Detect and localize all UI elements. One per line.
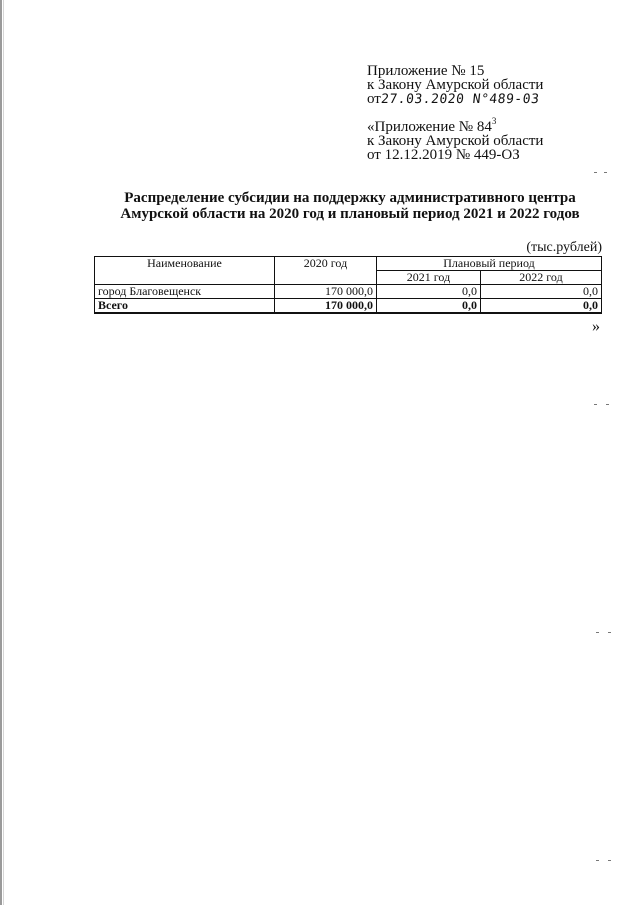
closing-quote: » [592,318,600,335]
annex-date-line [367,92,543,107]
table-total-row [95,299,602,314]
annex-prior-law-ref: к Закону Амурской области [367,133,544,149]
annex-number: Приложение № 15 [367,63,485,79]
annex-prior-number [367,116,543,135]
header-2021: 2021 год [377,271,481,285]
annex-prior-superscript: 3 [491,116,497,126]
subsidy-table [94,256,602,314]
scan-mark [604,172,607,173]
annex-date-prefix: от [367,91,381,107]
document-title [60,190,640,222]
scan-mark [594,172,597,173]
header-2020: 2020 год [275,257,377,285]
annex-header [367,64,543,107]
total-2021: 0,0 [377,299,481,314]
total-2022: 0,0 [481,299,602,314]
total-name: Всего [95,299,275,314]
header-plan-period: Плановый период [377,257,602,271]
row-name: город Благовещенск [95,285,275,299]
scan-mark [596,860,599,861]
page-edge-shadow [3,0,4,905]
annex-prior-number-text: «Приложение № 84 [367,119,492,135]
table-row [95,285,602,299]
row-2020: 170 000,0 [275,285,377,299]
scan-mark [594,404,597,405]
units-label: (тыс.рублей) [526,240,602,255]
row-2021: 0,0 [377,285,481,299]
scan-mark [596,632,599,633]
scan-mark [606,404,609,405]
annex-prior-header [367,116,544,163]
annex-date-handwritten: 27.03.2020 N°489-03 [380,92,540,107]
header-2022: 2022 год [481,271,602,285]
table-header-row [95,257,602,271]
scan-mark [608,860,611,861]
annex-prior-date: от 12.12.2019 № 449-ОЗ [367,147,520,163]
title-line-2: Амурской области на 2020 год и плановый период 2021 и 2022 годов [120,206,580,222]
total-2020: 170 000,0 [275,299,377,314]
scan-mark [608,632,611,633]
annex-law-ref: к Закону Амурской области [367,77,544,93]
page-edge [0,0,2,905]
row-2022: 0,0 [481,285,602,299]
title-line-1: Распределение субсидии на поддержку административного центра [124,190,576,206]
header-name: Наименование [95,257,275,285]
